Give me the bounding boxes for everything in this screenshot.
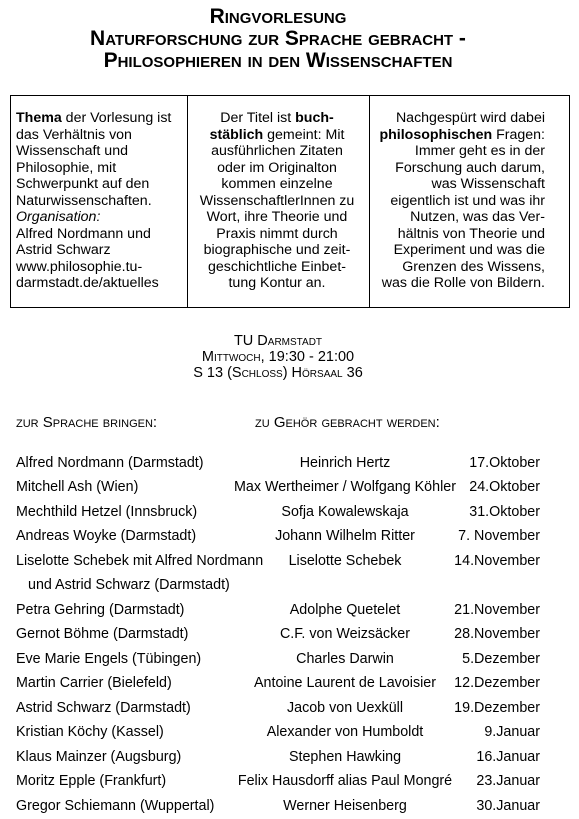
- venue-time: Mittwoch, 19:30 - 21:00: [201, 349, 355, 365]
- subject-name: Charles Darwin: [296, 650, 394, 667]
- subject-name: Stephen Hawking: [288, 748, 402, 765]
- venue-block: [0, 333, 556, 381]
- series-title-block: [0, 6, 556, 72]
- info-text: gemeint: Mit: [263, 126, 345, 143]
- organiser-line: Alfred Nordmann und: [16, 225, 151, 242]
- info-line: oder im Originalton: [217, 159, 337, 176]
- lecture-date: 31.Oktober: [469, 503, 540, 520]
- info-column-theme: [11, 96, 188, 307]
- info-line: Nachgespürt wird dabei: [395, 110, 545, 126]
- info-line: Grenzen des Wissens,: [402, 258, 545, 275]
- subject-name: Adolphe Quetelet: [289, 601, 401, 618]
- series-label: Ringvorlesung: [209, 5, 347, 28]
- venue-place: TU Darmstadt: [233, 333, 323, 349]
- organisation-label: Organisation:: [16, 209, 101, 225]
- info-column-questions: [370, 96, 569, 307]
- speaker-name: Klaus Mainzer (Augsburg): [16, 748, 182, 765]
- lecture-date: 14.November: [454, 552, 540, 569]
- lecture-date: 19.Dezember: [454, 699, 540, 716]
- schedule-row: [0, 524, 579, 549]
- speaker-name: Andreas Woyke (Darmstadt): [16, 528, 197, 545]
- schedule-row-continuation: [0, 573, 579, 598]
- emphasis-text: stäblich: [209, 126, 264, 143]
- schedule-row: [0, 475, 579, 500]
- theme-term: Thema: [16, 110, 62, 126]
- info-line: tung Kontur an.: [228, 275, 326, 291]
- info-line: eigentlich ist und was ihr: [390, 192, 545, 209]
- info-text: der Vorlesung ist: [61, 110, 172, 126]
- info-text: Der Titel ist: [220, 110, 296, 126]
- speaker-name: Kristian Köchy (Kassel): [16, 724, 164, 741]
- info-line: Philosophie, mit: [16, 159, 117, 176]
- schedule-row: [0, 745, 579, 770]
- speaker-name: Alfred Nordmann (Darmstadt): [16, 454, 204, 471]
- schedule-row: [0, 671, 579, 696]
- info-line: WissenschaftlerInnen zu: [199, 192, 355, 209]
- speaker-column-header: zur Sprache bringen:: [16, 413, 158, 431]
- info-line: Experiment und was die: [393, 242, 545, 258]
- lecture-date: 30.Januar: [476, 797, 540, 814]
- subject-name: Alexander von Humboldt: [266, 724, 424, 741]
- info-line: [16, 110, 187, 127]
- schedule-row: [0, 451, 579, 476]
- schedule-row: [0, 769, 579, 794]
- series-title-line-2: Philosophieren in den Wissenschaften: [103, 49, 453, 72]
- lecture-date: 12.Dezember: [454, 675, 540, 692]
- lecture-date: 9.Januar: [484, 724, 540, 741]
- emphasis-text: philosophischen: [379, 126, 493, 143]
- subject-name: Johann Wilhelm Ritter: [275, 528, 415, 545]
- lecture-date: 17.Oktober: [469, 454, 540, 471]
- info-line: Wort, ihre Theorie und: [206, 209, 348, 225]
- subject-name: Liselotte Schebek: [288, 552, 402, 569]
- subject-name: Heinrich Hertz: [299, 454, 391, 471]
- website-line: darmstadt.de/aktuelles: [16, 275, 159, 291]
- lecture-date: 7. November: [458, 528, 540, 545]
- speaker-name-continued: und Astrid Schwarz (Darmstadt): [28, 577, 230, 594]
- schedule-row: [0, 647, 579, 672]
- speaker-name: Liselotte Schebek mit Alfred Nordmann: [16, 552, 264, 569]
- series-title-line-1: Naturforschung zur Sprache gebracht -: [90, 27, 466, 50]
- organiser-line: Astrid Schwarz: [16, 242, 111, 258]
- info-line: Naturwissenschaften.: [16, 192, 152, 209]
- lecture-date: 5.Dezember: [462, 650, 540, 667]
- speaker-name: Gregor Schiemann (Wuppertal): [16, 797, 215, 814]
- subject-name: Jacob von Uexküll: [286, 699, 404, 716]
- schedule-row: [0, 622, 579, 647]
- speaker-name: Moritz Epple (Frankfurt): [16, 773, 167, 790]
- schedule-row: [0, 500, 579, 525]
- info-line: geschichtliche Einbet-: [207, 258, 346, 275]
- lecture-date: 24.Oktober: [469, 479, 540, 496]
- subject-name: Max Wertheimer / Wolfgang Köhler: [234, 479, 456, 496]
- schedule-row: [0, 794, 579, 819]
- info-column-title: [188, 96, 370, 307]
- subject-name: Felix Hausdorff alias Paul Mongré: [237, 773, 453, 790]
- schedule-row: [0, 549, 579, 574]
- info-line: was Wissenschaft: [431, 176, 545, 192]
- info-line: hältnis von Theorie und: [397, 225, 545, 242]
- speaker-name: Petra Gehring (Darmstadt): [16, 601, 185, 618]
- info-line: das Verhältnis von: [16, 126, 132, 143]
- info-line: [188, 110, 366, 127]
- speaker-name: Mitchell Ash (Wien): [16, 479, 139, 496]
- info-line: [188, 127, 366, 144]
- schedule-list: [0, 451, 579, 819]
- speaker-name: Mechthild Hetzel (Innsbruck): [16, 503, 198, 520]
- info-line: Forschung auch darum,: [395, 159, 545, 176]
- subject-name: Sofja Kowalewskaja: [281, 503, 409, 520]
- schedule-row: [0, 598, 579, 623]
- schedule-row: [0, 696, 579, 721]
- subject-column-header: zu Gehör gebracht werden:: [255, 413, 440, 431]
- info-box: [10, 95, 570, 308]
- lecture-date: 23.Januar: [476, 773, 540, 790]
- lecture-date: 28.November: [454, 626, 540, 643]
- speaker-name: Astrid Schwarz (Darmstadt): [16, 699, 191, 716]
- info-line: kommen einzelne: [221, 176, 333, 192]
- info-line: biographische und zeit-: [203, 242, 351, 258]
- info-text: Fragen:: [492, 126, 545, 143]
- subject-name: C.F. von Weizsäcker: [279, 626, 411, 643]
- info-line: Praxis nimmt durch: [216, 225, 338, 242]
- lecture-date: 21.November: [454, 601, 540, 618]
- subject-name: Werner Heisenberg: [283, 797, 407, 814]
- subject-name: Antoine Laurent de Lavoisier: [253, 675, 436, 692]
- website-line: www.philosophie.tu-: [16, 258, 143, 275]
- info-line: Wissenschaft und: [16, 143, 128, 159]
- lecture-date: 16.Januar: [476, 748, 540, 765]
- schedule-row: [0, 720, 579, 745]
- venue-room: S 13 (Schloss) Hörsaal 36: [193, 365, 363, 381]
- speaker-name: Gernot Böhme (Darmstadt): [16, 626, 189, 643]
- emphasis-text: buch-: [295, 110, 334, 126]
- speaker-name: Eve Marie Engels (Tübingen): [16, 650, 202, 667]
- info-line: Nutzen, was das Ver-: [410, 209, 545, 225]
- speaker-name: Martin Carrier (Bielefeld): [16, 675, 172, 692]
- info-line: Immer geht es in der: [414, 143, 545, 159]
- info-line: Schwerpunkt auf den: [16, 176, 150, 192]
- info-line: ausführlichen Zitaten: [211, 143, 343, 159]
- info-line: was die Rolle von Bildern.: [381, 275, 545, 291]
- info-line: [370, 127, 545, 144]
